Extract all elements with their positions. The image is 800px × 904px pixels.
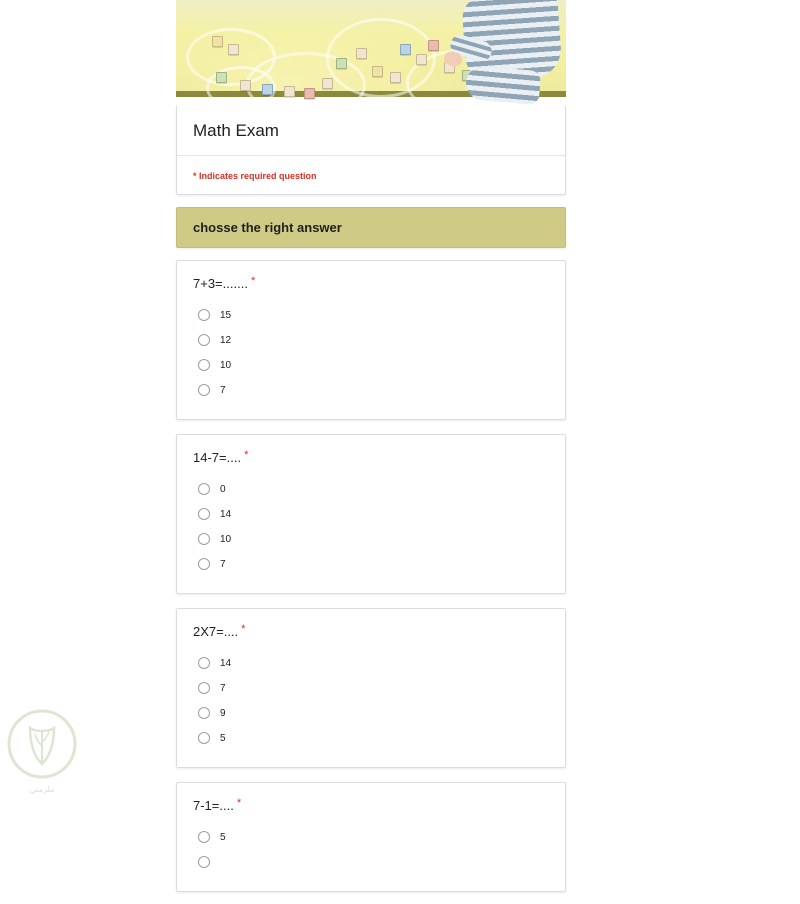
radio-option[interactable] (193, 353, 549, 377)
radio-circle-icon[interactable] (198, 483, 210, 495)
radio-option-label: 10 (220, 533, 232, 545)
radio-option[interactable] (193, 701, 549, 725)
question-text: 14-7=.... (193, 450, 242, 466)
radio-option-label: 7 (220, 558, 226, 570)
required-asterisk: * (244, 449, 249, 462)
radio-circle-icon[interactable] (198, 682, 210, 694)
section-title: chosse the right answer (193, 220, 342, 236)
radio-circle-icon[interactable] (198, 831, 210, 843)
radio-option[interactable] (193, 378, 549, 402)
required-asterisk: * (250, 275, 256, 288)
form-title-row (177, 105, 565, 156)
radio-option[interactable] (193, 527, 549, 551)
question-text-row (193, 797, 549, 825)
radio-option-label: 14 (220, 657, 232, 669)
question-text: 7+3=....... (193, 276, 248, 292)
watermark-label: ملزمتي (29, 785, 55, 794)
radio-option[interactable] (193, 328, 549, 352)
required-asterisk: * (241, 623, 246, 636)
required-note: * Indicates required question (193, 171, 317, 182)
question-text-row (193, 449, 549, 477)
radio-circle-icon[interactable] (198, 533, 210, 545)
radio-circle-icon[interactable] (198, 707, 210, 719)
radio-option-label: 9 (220, 707, 226, 719)
radio-option-label: 5 (220, 831, 226, 843)
watermark-logo (4, 708, 80, 794)
radio-circle-icon[interactable] (198, 558, 210, 570)
radio-circle-icon[interactable] (198, 856, 210, 868)
question-card (176, 260, 566, 420)
banner-photo (176, 0, 566, 91)
radio-option[interactable] (193, 651, 549, 675)
required-asterisk: * (236, 797, 242, 810)
radio-option-label: 0 (220, 483, 226, 495)
question-card (176, 608, 566, 768)
radio-option[interactable] (193, 850, 549, 874)
question-text-row (193, 623, 549, 651)
radio-option[interactable] (193, 502, 549, 526)
question-card (176, 434, 566, 594)
radio-option[interactable] (193, 726, 549, 750)
radio-option-label: 10 (220, 359, 232, 371)
section-header (176, 207, 566, 248)
baby-illustration (448, 0, 566, 98)
question-text: 2X7=.... (193, 624, 239, 640)
radio-circle-icon[interactable] (198, 359, 210, 371)
radio-option[interactable] (193, 825, 549, 849)
radio-option[interactable] (193, 477, 549, 501)
question-card (176, 782, 566, 892)
radio-option-label: 14 (220, 508, 232, 520)
leaf-shield-icon (4, 708, 80, 784)
radio-option[interactable] (193, 303, 549, 327)
radio-option[interactable] (193, 676, 549, 700)
radio-option[interactable] (193, 552, 549, 576)
radio-option-label: 7 (220, 384, 226, 396)
form-title-card (176, 105, 566, 195)
form-column (176, 0, 566, 904)
radio-option-label: 5 (220, 732, 226, 744)
radio-circle-icon[interactable] (198, 508, 210, 520)
radio-circle-icon[interactable] (198, 309, 210, 321)
radio-circle-icon[interactable] (198, 334, 210, 346)
form-header-image (176, 0, 566, 97)
question-text-row (193, 275, 549, 303)
radio-option-label: 12 (220, 334, 232, 346)
radio-circle-icon[interactable] (198, 657, 210, 669)
radio-option-label: 15 (220, 309, 232, 321)
form-title: Math Exam (193, 121, 279, 140)
radio-option-label: 7 (220, 682, 226, 694)
radio-circle-icon[interactable] (198, 384, 210, 396)
radio-circle-icon[interactable] (198, 732, 210, 744)
question-text: 7-1=.... (193, 798, 234, 814)
required-note-row (177, 156, 565, 194)
